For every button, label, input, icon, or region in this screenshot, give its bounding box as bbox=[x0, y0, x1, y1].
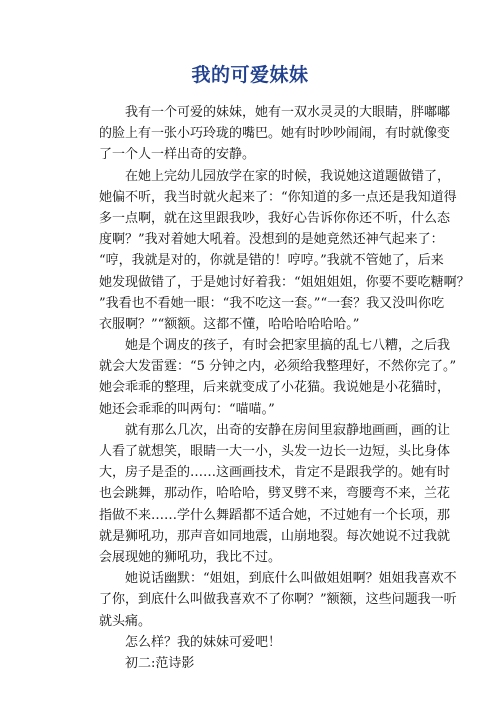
text-line: 她会乖乖的整理，后来就变成了小花猫。我说她是小花猫时， bbox=[99, 380, 451, 396]
text-line: 度啊？”我对着她大吼着。没想到的是她竟然还神气起来了： bbox=[99, 232, 444, 248]
text-line: 就会大发雷霆：“5 分钟之内，必须给我整理好，不然你完了。” bbox=[99, 359, 457, 375]
text-line: 她还会乖乖的叫两句：“喵喵。” bbox=[99, 401, 275, 417]
text-line: 衣服啊？”“额额。这都不懂，哈哈哈哈哈哈。” bbox=[99, 316, 360, 332]
text-line: 就头痛。 bbox=[99, 613, 152, 629]
text-line: 就是狮吼功，那声音如同地震，山崩地裂。每次她说不过我就 bbox=[99, 528, 451, 544]
text-line: 她发现做错了，于是她讨好着我：“姐姐姐姐，你要不要吃糖啊？ bbox=[99, 274, 470, 290]
text-line: 也会跳舞，那动作，哈哈哈，劈叉劈不来，弯腰弯不来，兰花 bbox=[99, 486, 451, 502]
text-line: 她说话幽默：“姐姐，到底什么叫做姐姐啊？姐姐我喜欢不 bbox=[99, 571, 457, 587]
text-line: 人看了就想笑，眼睛一大一小，头发一边长一边短，头比身体 bbox=[99, 444, 451, 459]
text-line: 大，房子是歪的……这画画技术，肯定不是跟我学的。她有时 bbox=[99, 465, 451, 481]
text-line: 指做不来……学什么舞蹈都不适合她，不过她有一个长项，那 bbox=[99, 507, 451, 523]
text-line: 会展现她的狮吼功，我比不过。 bbox=[99, 549, 282, 565]
text-line: 了你，到底什么叫做我喜欢不了你啊？”额额，这些问题我一听 bbox=[99, 592, 457, 608]
text-line: 的脸上有一张小巧玲珑的嘴巴。她有时吵吵闹闹，有时就像变 bbox=[99, 126, 451, 142]
text-line: 怎么样？我的妹妹可爱吧！ bbox=[99, 634, 282, 650]
document-title: 我的可爱妹妹 bbox=[191, 64, 309, 86]
text-line: 了一个人一样出奇的安静。 bbox=[99, 147, 256, 163]
text-line: 就有那么几次，出奇的安静在房间里寂静地画画，画的让 bbox=[99, 422, 451, 438]
text-line: ”我看也不看她一眼：“我不吃这一套。”“一套？我又没叫你吃 bbox=[99, 295, 445, 311]
text-line: 她是个调皮的孩子，有时会把家里搞的乱七八糟，之后我 bbox=[99, 338, 451, 354]
text-line: 多一点啊，就在这里跟我吵，我好心告诉你你还不听，什么态 bbox=[99, 210, 451, 226]
text-line: “哼，我就是对的，你就是错的！哼哼。”我就不管她了，后来 bbox=[99, 253, 444, 269]
text-line: 她偏不听，我当时就火起来了：“你知道的多一点还是我知道得 bbox=[99, 189, 457, 205]
text-line: 在她上完幼儿园放学在家的时候，我说她这道题做错了， bbox=[99, 168, 451, 184]
article-body bbox=[99, 102, 470, 674]
text-line: 我有一个可爱的妹妹，她有一双水灵灵的大眼睛，胖嘟嘟 bbox=[99, 105, 451, 120]
author-line: 初二:范诗影 bbox=[99, 655, 195, 671]
